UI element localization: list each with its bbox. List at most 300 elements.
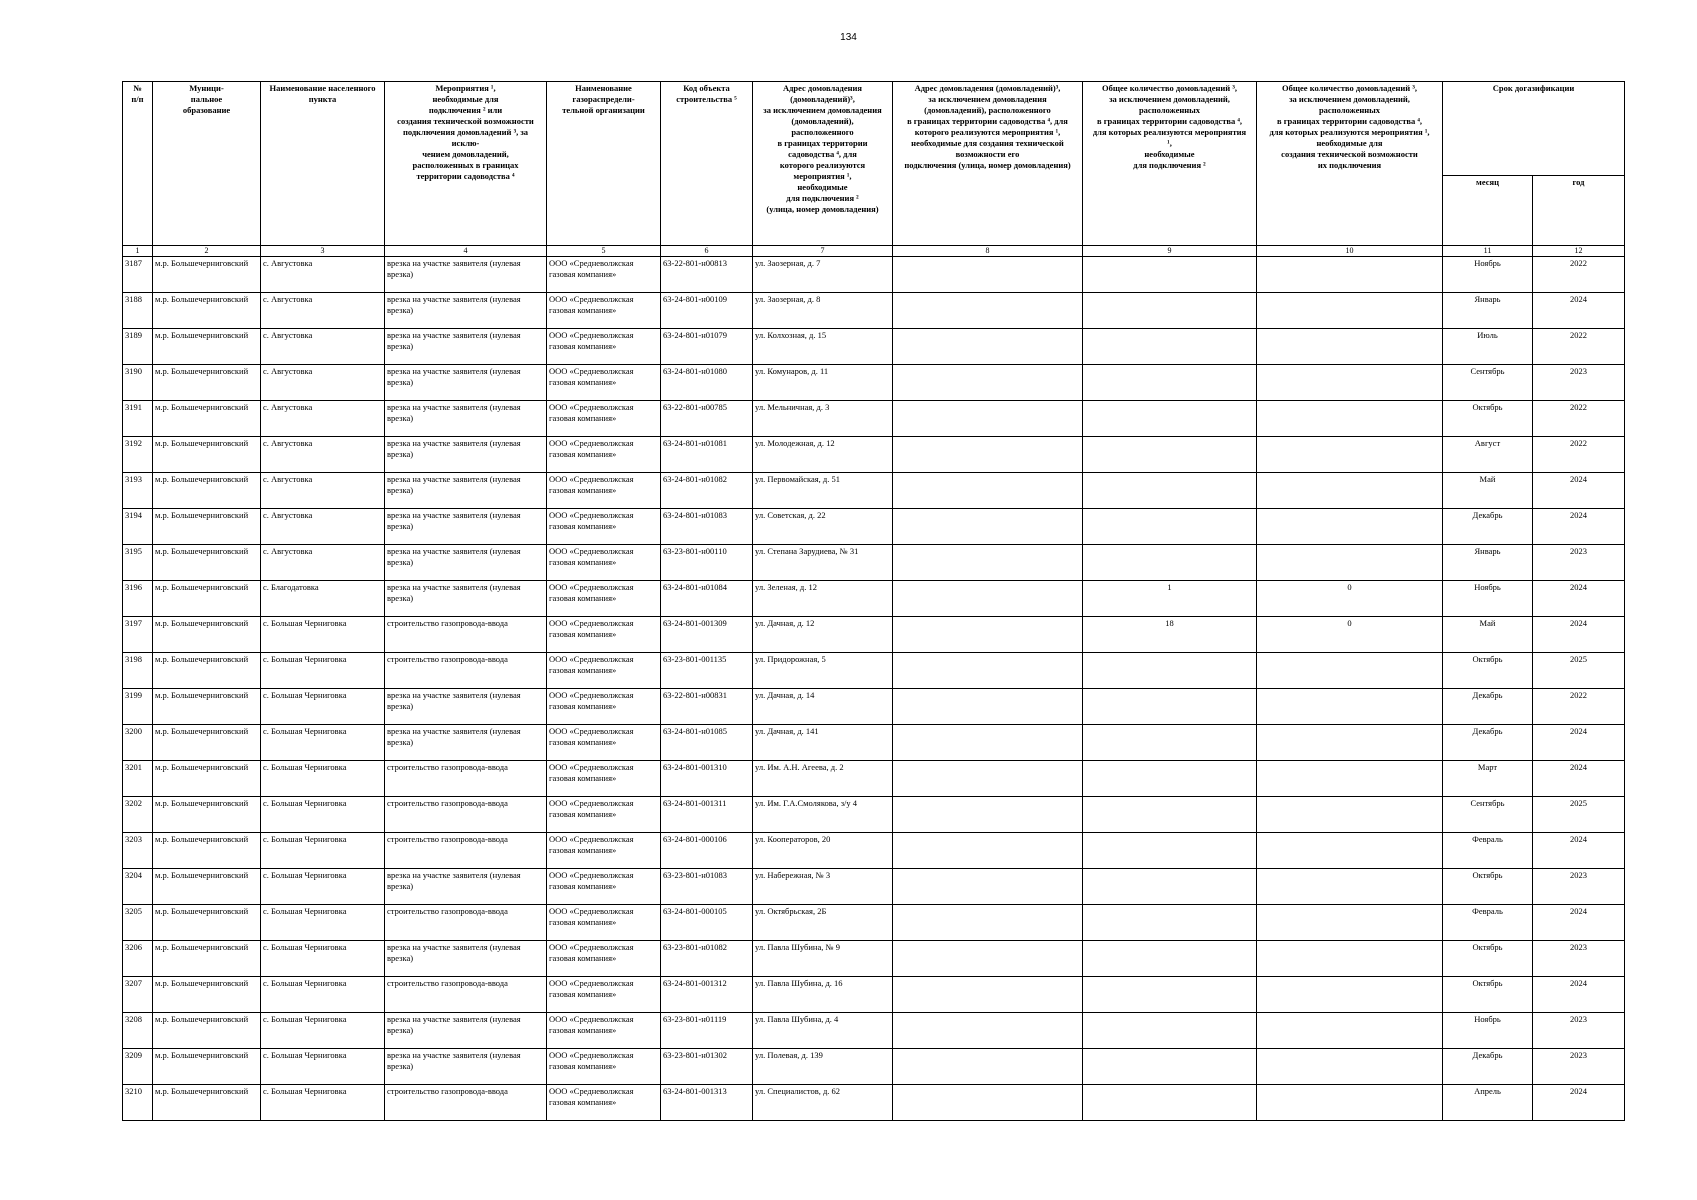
municipality-cell: м.р. Большечерниговский: [153, 1085, 261, 1121]
year-cell: 2024: [1533, 761, 1625, 797]
connection-count-cell: [1083, 1013, 1257, 1049]
year-cell: 2024: [1533, 293, 1625, 329]
municipality-cell: м.р. Большечерниговский: [153, 545, 261, 581]
object-code-cell: 63-24-801-н01083: [661, 509, 753, 545]
municipality-cell: м.р. Большечерниговский: [153, 689, 261, 725]
technical-address-cell: [893, 293, 1083, 329]
month-cell: Ноябрь: [1443, 1013, 1533, 1049]
measure-cell: врезка на участке заявителя (нулевая врезка): [385, 257, 547, 293]
municipality-cell: м.р. Большечерниговский: [153, 797, 261, 833]
header-count-technical: Общее количество домовладений ³, за исключением домовладений, расположенных в границах территории садоводства ⁴, для которых реализуются мероприятия ¹, необходимые для создания технической возможности их подключения: [1257, 82, 1443, 246]
organization-cell: ООО «Средневолжская газовая компания»: [547, 617, 661, 653]
organization-cell: ООО «Средневолжская газовая компания»: [547, 437, 661, 473]
settlement-cell: с. Большая Черниговка: [261, 1013, 385, 1049]
header-measures: Мероприятия ¹, необходимые для подключения ² или создания технической возможности подключения домовладений ³, за исклю- чением домовладений, расположенных в границах территории садоводства ⁴: [385, 82, 547, 246]
measure-cell: врезка на участке заявителя (нулевая врезка): [385, 509, 547, 545]
object-code-cell: 63-22-801-н00813: [661, 257, 753, 293]
technical-count-cell: [1257, 725, 1443, 761]
year-cell: 2024: [1533, 617, 1625, 653]
address-cell: ул. Набережная, № 3: [753, 869, 893, 905]
connection-count-cell: [1083, 725, 1257, 761]
row-number: 3196: [123, 581, 153, 617]
municipality-cell: м.р. Большечерниговский: [153, 509, 261, 545]
column-number: 3: [261, 246, 385, 257]
object-code-cell: 63-24-801-н01085: [661, 725, 753, 761]
organization-cell: ООО «Средневолжская газовая компания»: [547, 833, 661, 869]
table-row: [123, 257, 1625, 293]
table-row: [123, 545, 1625, 581]
year-cell: 2025: [1533, 797, 1625, 833]
settlement-cell: с. Большая Черниговка: [261, 1049, 385, 1085]
row-number: 3206: [123, 941, 153, 977]
connection-count-cell: [1083, 329, 1257, 365]
organization-cell: ООО «Средневолжская газовая компания»: [547, 761, 661, 797]
year-cell: 2024: [1533, 581, 1625, 617]
year-cell: 2022: [1533, 329, 1625, 365]
object-code-cell: 63-24-801-001311: [661, 797, 753, 833]
object-code-cell: 63-22-801-н00831: [661, 689, 753, 725]
month-cell: Октябрь: [1443, 869, 1533, 905]
organization-cell: ООО «Средневолжская газовая компания»: [547, 1013, 661, 1049]
year-cell: 2025: [1533, 653, 1625, 689]
row-number: 3202: [123, 797, 153, 833]
technical-count-cell: [1257, 977, 1443, 1013]
object-code-cell: 63-24-801-001312: [661, 977, 753, 1013]
technical-count-cell: [1257, 869, 1443, 905]
month-cell: Ноябрь: [1443, 581, 1533, 617]
technical-address-cell: [893, 797, 1083, 833]
month-cell: Ноябрь: [1443, 257, 1533, 293]
header-settlement: Наименование населенного пункта: [261, 82, 385, 246]
organization-cell: ООО «Средневолжская газовая компания»: [547, 1085, 661, 1121]
year-cell: 2024: [1533, 977, 1625, 1013]
technical-address-cell: [893, 941, 1083, 977]
address-cell: ул. Зеленая, д. 12: [753, 581, 893, 617]
object-code-cell: 63-24-801-001313: [661, 1085, 753, 1121]
object-code-cell: 63-24-801-н01082: [661, 473, 753, 509]
table-row: [123, 797, 1625, 833]
row-number: 3207: [123, 977, 153, 1013]
address-cell: ул. Павла Шубина, д. 4: [753, 1013, 893, 1049]
row-number: 3189: [123, 329, 153, 365]
column-number: 1: [123, 246, 153, 257]
connection-count-cell: [1083, 509, 1257, 545]
address-cell: ул. Специалистов, д. 62: [753, 1085, 893, 1121]
technical-count-cell: [1257, 1085, 1443, 1121]
technical-address-cell: [893, 653, 1083, 689]
month-cell: Октябрь: [1443, 653, 1533, 689]
settlement-cell: с. Большая Черниговка: [261, 941, 385, 977]
municipality-cell: м.р. Большечерниговский: [153, 365, 261, 401]
year-cell: 2022: [1533, 401, 1625, 437]
header-object-code: Код объекта строительства ⁵: [661, 82, 753, 246]
object-code-cell: 63-24-801-н01084: [661, 581, 753, 617]
column-number: 6: [661, 246, 753, 257]
object-code-cell: 63-24-801-001310: [661, 761, 753, 797]
technical-count-cell: [1257, 509, 1443, 545]
header-count-connection: Общее количество домовладений ³, за исключением домовладений, расположенных в границах территории садоводства ⁴, для которых реализуются мероприятия ¹, необходимые для подключения ²: [1083, 82, 1257, 246]
year-cell: 2023: [1533, 1049, 1625, 1085]
table-row: [123, 833, 1625, 869]
page-number: 134: [840, 32, 857, 43]
month-cell: Сентябрь: [1443, 365, 1533, 401]
year-cell: 2023: [1533, 1013, 1625, 1049]
gasification-table: [122, 81, 1625, 1121]
measure-cell: врезка на участке заявителя (нулевая врезка): [385, 545, 547, 581]
municipality-cell: м.р. Большечерниговский: [153, 833, 261, 869]
municipality-cell: м.р. Большечерниговский: [153, 581, 261, 617]
technical-count-cell: [1257, 1049, 1443, 1085]
address-cell: ул. Первомайская, д. 51: [753, 473, 893, 509]
technical-address-cell: [893, 329, 1083, 365]
municipality-cell: м.р. Большечерниговский: [153, 941, 261, 977]
organization-cell: ООО «Средневолжская газовая компания»: [547, 1049, 661, 1085]
row-number: 3204: [123, 869, 153, 905]
technical-address-cell: [893, 617, 1083, 653]
object-code-cell: 63-24-801-001309: [661, 617, 753, 653]
technical-address-cell: [893, 869, 1083, 905]
organization-cell: ООО «Средневолжская газовая компания»: [547, 257, 661, 293]
settlement-cell: с. Августовка: [261, 329, 385, 365]
column-number: 2: [153, 246, 261, 257]
row-number: 3205: [123, 905, 153, 941]
row-number: 3208: [123, 1013, 153, 1049]
settlement-cell: с. Августовка: [261, 509, 385, 545]
organization-cell: ООО «Средневолжская газовая компания»: [547, 905, 661, 941]
measure-cell: врезка на участке заявителя (нулевая врезка): [385, 869, 547, 905]
table-row: [123, 689, 1625, 725]
table-row: [123, 1013, 1625, 1049]
technical-address-cell: [893, 689, 1083, 725]
organization-cell: ООО «Средневолжская газовая компания»: [547, 473, 661, 509]
table-row: [123, 977, 1625, 1013]
organization-cell: ООО «Средневолжская газовая компания»: [547, 941, 661, 977]
municipality-cell: м.р. Большечерниговский: [153, 473, 261, 509]
table-row: [123, 293, 1625, 329]
measure-cell: строительство газопровода-ввода: [385, 617, 547, 653]
technical-count-cell: [1257, 833, 1443, 869]
year-cell: 2024: [1533, 509, 1625, 545]
address-cell: ул. Советская, д. 22: [753, 509, 893, 545]
technical-count-cell: 0: [1257, 581, 1443, 617]
row-number: 3209: [123, 1049, 153, 1085]
measure-cell: врезка на участке заявителя (нулевая врезка): [385, 941, 547, 977]
year-cell: 2024: [1533, 833, 1625, 869]
settlement-cell: с. Августовка: [261, 437, 385, 473]
connection-count-cell: [1083, 689, 1257, 725]
month-cell: Декабрь: [1443, 725, 1533, 761]
connection-count-cell: [1083, 257, 1257, 293]
technical-address-cell: [893, 401, 1083, 437]
object-code-cell: 63-23-801-н01082: [661, 941, 753, 977]
year-cell: 2024: [1533, 905, 1625, 941]
technical-count-cell: [1257, 905, 1443, 941]
municipality-cell: м.р. Большечерниговский: [153, 725, 261, 761]
row-number: 3192: [123, 437, 153, 473]
organization-cell: ООО «Средневолжская газовая компания»: [547, 365, 661, 401]
table-row: [123, 437, 1625, 473]
connection-count-cell: [1083, 293, 1257, 329]
connection-count-cell: [1083, 833, 1257, 869]
table-row: [123, 725, 1625, 761]
connection-count-cell: [1083, 473, 1257, 509]
header-year: год: [1533, 176, 1625, 246]
table-row: [123, 653, 1625, 689]
technical-address-cell: [893, 257, 1083, 293]
row-number: 3194: [123, 509, 153, 545]
header-address-technical: Адрес домовладения (домовладений)³, за исключением домовладения (домовладений), расположенного в границах территории садоводства ⁴, для которого реализуются мероприятия ¹, необходимые для создания технической возможности его подключения (улица, номер домовладения): [893, 82, 1083, 246]
row-number: 3197: [123, 617, 153, 653]
settlement-cell: с. Августовка: [261, 401, 385, 437]
measure-cell: врезка на участке заявителя (нулевая врезка): [385, 401, 547, 437]
column-numbers-row: [123, 246, 1625, 257]
row-number: 3200: [123, 725, 153, 761]
object-code-cell: 63-22-801-н00785: [661, 401, 753, 437]
header-number: № п/п: [123, 82, 153, 246]
month-cell: Сентябрь: [1443, 797, 1533, 833]
organization-cell: ООО «Средневолжская газовая компания»: [547, 689, 661, 725]
header-month: месяц: [1443, 176, 1533, 246]
address-cell: ул. Колхозная, д. 15: [753, 329, 893, 365]
technical-count-cell: [1257, 257, 1443, 293]
measure-cell: врезка на участке заявителя (нулевая врезка): [385, 689, 547, 725]
municipality-cell: м.р. Большечерниговский: [153, 257, 261, 293]
header-address-connection: Адрес домовладения (домовладений)³, за исключением домовладения (домовладений), расположенного в границах территории садоводства ⁴, для которого реализуются мероприятия ¹, необходимые для подключения ² (улица, номер домовладения): [753, 82, 893, 246]
table-row: [123, 869, 1625, 905]
object-code-cell: 63-23-801-н00110: [661, 545, 753, 581]
connection-count-cell: [1083, 905, 1257, 941]
object-code-cell: 63-24-801-н01081: [661, 437, 753, 473]
technical-address-cell: [893, 833, 1083, 869]
row-number: 3190: [123, 365, 153, 401]
municipality-cell: м.р. Большечерниговский: [153, 437, 261, 473]
row-number: 3188: [123, 293, 153, 329]
month-cell: Октябрь: [1443, 941, 1533, 977]
settlement-cell: с. Благодатовка: [261, 581, 385, 617]
address-cell: ул. Павла Шубина, № 9: [753, 941, 893, 977]
object-code-cell: 63-23-801-н01302: [661, 1049, 753, 1085]
column-number: 10: [1257, 246, 1443, 257]
measure-cell: строительство газопровода-ввода: [385, 761, 547, 797]
connection-count-cell: [1083, 941, 1257, 977]
technical-address-cell: [893, 761, 1083, 797]
month-cell: Январь: [1443, 545, 1533, 581]
settlement-cell: с. Большая Черниговка: [261, 689, 385, 725]
row-number: 3198: [123, 653, 153, 689]
month-cell: Февраль: [1443, 905, 1533, 941]
month-cell: Март: [1443, 761, 1533, 797]
settlement-cell: с. Большая Черниговка: [261, 761, 385, 797]
municipality-cell: м.р. Большечерниговский: [153, 1013, 261, 1049]
measure-cell: строительство газопровода-ввода: [385, 797, 547, 833]
organization-cell: ООО «Средневолжская газовая компания»: [547, 401, 661, 437]
object-code-cell: 63-24-801-000105: [661, 905, 753, 941]
month-cell: Февраль: [1443, 833, 1533, 869]
organization-cell: ООО «Средневолжская газовая компания»: [547, 293, 661, 329]
object-code-cell: 63-24-801-н01080: [661, 365, 753, 401]
connection-count-cell: 18: [1083, 617, 1257, 653]
month-cell: Октябрь: [1443, 977, 1533, 1013]
technical-address-cell: [893, 725, 1083, 761]
object-code-cell: 63-24-801-н01079: [661, 329, 753, 365]
table-row: [123, 617, 1625, 653]
month-cell: Декабрь: [1443, 509, 1533, 545]
year-cell: 2023: [1533, 365, 1625, 401]
month-cell: Октябрь: [1443, 401, 1533, 437]
row-number: 3199: [123, 689, 153, 725]
measure-cell: врезка на участке заявителя (нулевая врезка): [385, 581, 547, 617]
settlement-cell: с. Большая Черниговка: [261, 617, 385, 653]
header-gasification-term: Срок догазификации: [1443, 82, 1625, 176]
object-code-cell: 63-23-801-н01083: [661, 869, 753, 905]
technical-count-cell: [1257, 545, 1443, 581]
settlement-cell: с. Большая Черниговка: [261, 725, 385, 761]
measure-cell: строительство газопровода-ввода: [385, 905, 547, 941]
municipality-cell: м.р. Большечерниговский: [153, 401, 261, 437]
address-cell: ул. Им. А.Н. Агеева, д. 2: [753, 761, 893, 797]
address-cell: ул. Дачная, д. 14: [753, 689, 893, 725]
settlement-cell: с. Большая Черниговка: [261, 905, 385, 941]
year-cell: 2023: [1533, 545, 1625, 581]
table-row: [123, 401, 1625, 437]
address-cell: ул. Придорожная, 5: [753, 653, 893, 689]
connection-count-cell: [1083, 1085, 1257, 1121]
table-row: [123, 941, 1625, 977]
technical-count-cell: [1257, 1013, 1443, 1049]
technical-count-cell: [1257, 941, 1443, 977]
technical-address-cell: [893, 1013, 1083, 1049]
settlement-cell: с. Августовка: [261, 545, 385, 581]
row-number: 3210: [123, 1085, 153, 1121]
year-cell: 2022: [1533, 257, 1625, 293]
measure-cell: врезка на участке заявителя (нулевая врезка): [385, 473, 547, 509]
technical-count-cell: [1257, 797, 1443, 833]
organization-cell: ООО «Средневолжская газовая компания»: [547, 869, 661, 905]
measure-cell: строительство газопровода-ввода: [385, 1085, 547, 1121]
technical-count-cell: [1257, 473, 1443, 509]
address-cell: ул. Им. Г.А.Смолякова, з/у 4: [753, 797, 893, 833]
object-code-cell: 63-23-801-н01119: [661, 1013, 753, 1049]
month-cell: Апрель: [1443, 1085, 1533, 1121]
technical-count-cell: [1257, 689, 1443, 725]
municipality-cell: м.р. Большечерниговский: [153, 905, 261, 941]
table-row: [123, 581, 1625, 617]
month-cell: Декабрь: [1443, 1049, 1533, 1085]
month-cell: Декабрь: [1443, 689, 1533, 725]
address-cell: ул. Молодежная, д. 12: [753, 437, 893, 473]
technical-count-cell: [1257, 653, 1443, 689]
technical-address-cell: [893, 1049, 1083, 1085]
month-cell: Август: [1443, 437, 1533, 473]
settlement-cell: с. Августовка: [261, 473, 385, 509]
technical-count-cell: [1257, 329, 1443, 365]
organization-cell: ООО «Средневолжская газовая компания»: [547, 545, 661, 581]
table-row: [123, 761, 1625, 797]
table-row: [123, 509, 1625, 545]
row-number: 3187: [123, 257, 153, 293]
connection-count-cell: [1083, 977, 1257, 1013]
column-number: 7: [753, 246, 893, 257]
object-code-cell: 63-23-801-001135: [661, 653, 753, 689]
row-number: 3203: [123, 833, 153, 869]
column-number: 12: [1533, 246, 1625, 257]
technical-address-cell: [893, 509, 1083, 545]
settlement-cell: с. Августовка: [261, 257, 385, 293]
organization-cell: ООО «Средневолжская газовая компания»: [547, 329, 661, 365]
year-cell: 2022: [1533, 689, 1625, 725]
settlement-cell: с. Большая Черниговка: [261, 869, 385, 905]
address-cell: ул. Павла Шубина, д. 16: [753, 977, 893, 1013]
table-row: [123, 905, 1625, 941]
connection-count-cell: [1083, 653, 1257, 689]
measure-cell: строительство газопровода-ввода: [385, 653, 547, 689]
row-number: 3193: [123, 473, 153, 509]
row-number: 3195: [123, 545, 153, 581]
technical-address-cell: [893, 905, 1083, 941]
settlement-cell: с. Августовка: [261, 365, 385, 401]
municipality-cell: м.р. Большечерниговский: [153, 329, 261, 365]
measure-cell: врезка на участке заявителя (нулевая врезка): [385, 1013, 547, 1049]
organization-cell: ООО «Средневолжская газовая компания»: [547, 725, 661, 761]
column-number: 5: [547, 246, 661, 257]
header-organization: Наименование газораспредели- тельной организации: [547, 82, 661, 246]
address-cell: ул. Октябрьская, 2Б: [753, 905, 893, 941]
table-row: [123, 329, 1625, 365]
technical-count-cell: [1257, 365, 1443, 401]
technical-address-cell: [893, 437, 1083, 473]
technical-address-cell: [893, 977, 1083, 1013]
municipality-cell: м.р. Большечерниговский: [153, 1049, 261, 1085]
settlement-cell: с. Большая Черниговка: [261, 833, 385, 869]
row-number: 3201: [123, 761, 153, 797]
technical-count-cell: [1257, 401, 1443, 437]
address-cell: ул. Кооператоров, 20: [753, 833, 893, 869]
month-cell: Май: [1443, 473, 1533, 509]
municipality-cell: м.р. Большечерниговский: [153, 617, 261, 653]
measure-cell: строительство газопровода-ввода: [385, 977, 547, 1013]
technical-count-cell: [1257, 293, 1443, 329]
connection-count-cell: [1083, 437, 1257, 473]
measure-cell: врезка на участке заявителя (нулевая врезка): [385, 1049, 547, 1085]
address-cell: ул. Дачная, д. 12: [753, 617, 893, 653]
year-cell: 2023: [1533, 869, 1625, 905]
month-cell: Май: [1443, 617, 1533, 653]
technical-address-cell: [893, 581, 1083, 617]
year-cell: 2022: [1533, 437, 1625, 473]
organization-cell: ООО «Средневолжская газовая компания»: [547, 797, 661, 833]
address-cell: ул. Заозерная, д. 7: [753, 257, 893, 293]
column-number: 11: [1443, 246, 1533, 257]
settlement-cell: с. Большая Черниговка: [261, 797, 385, 833]
organization-cell: ООО «Средневолжская газовая компания»: [547, 653, 661, 689]
connection-count-cell: [1083, 365, 1257, 401]
year-cell: 2023: [1533, 941, 1625, 977]
month-cell: Июль: [1443, 329, 1533, 365]
month-cell: Январь: [1443, 293, 1533, 329]
table-row: [123, 1085, 1625, 1121]
measure-cell: врезка на участке заявителя (нулевая врезка): [385, 293, 547, 329]
technical-count-cell: [1257, 761, 1443, 797]
object-code-cell: 63-24-801-н00109: [661, 293, 753, 329]
municipality-cell: м.р. Большечерниговский: [153, 653, 261, 689]
connection-count-cell: 1: [1083, 581, 1257, 617]
settlement-cell: с. Большая Черниговка: [261, 653, 385, 689]
address-cell: ул. Дачная, д. 141: [753, 725, 893, 761]
column-number: 9: [1083, 246, 1257, 257]
address-cell: ул. Степана Зарудиева, № 31: [753, 545, 893, 581]
technical-address-cell: [893, 545, 1083, 581]
column-number: 4: [385, 246, 547, 257]
